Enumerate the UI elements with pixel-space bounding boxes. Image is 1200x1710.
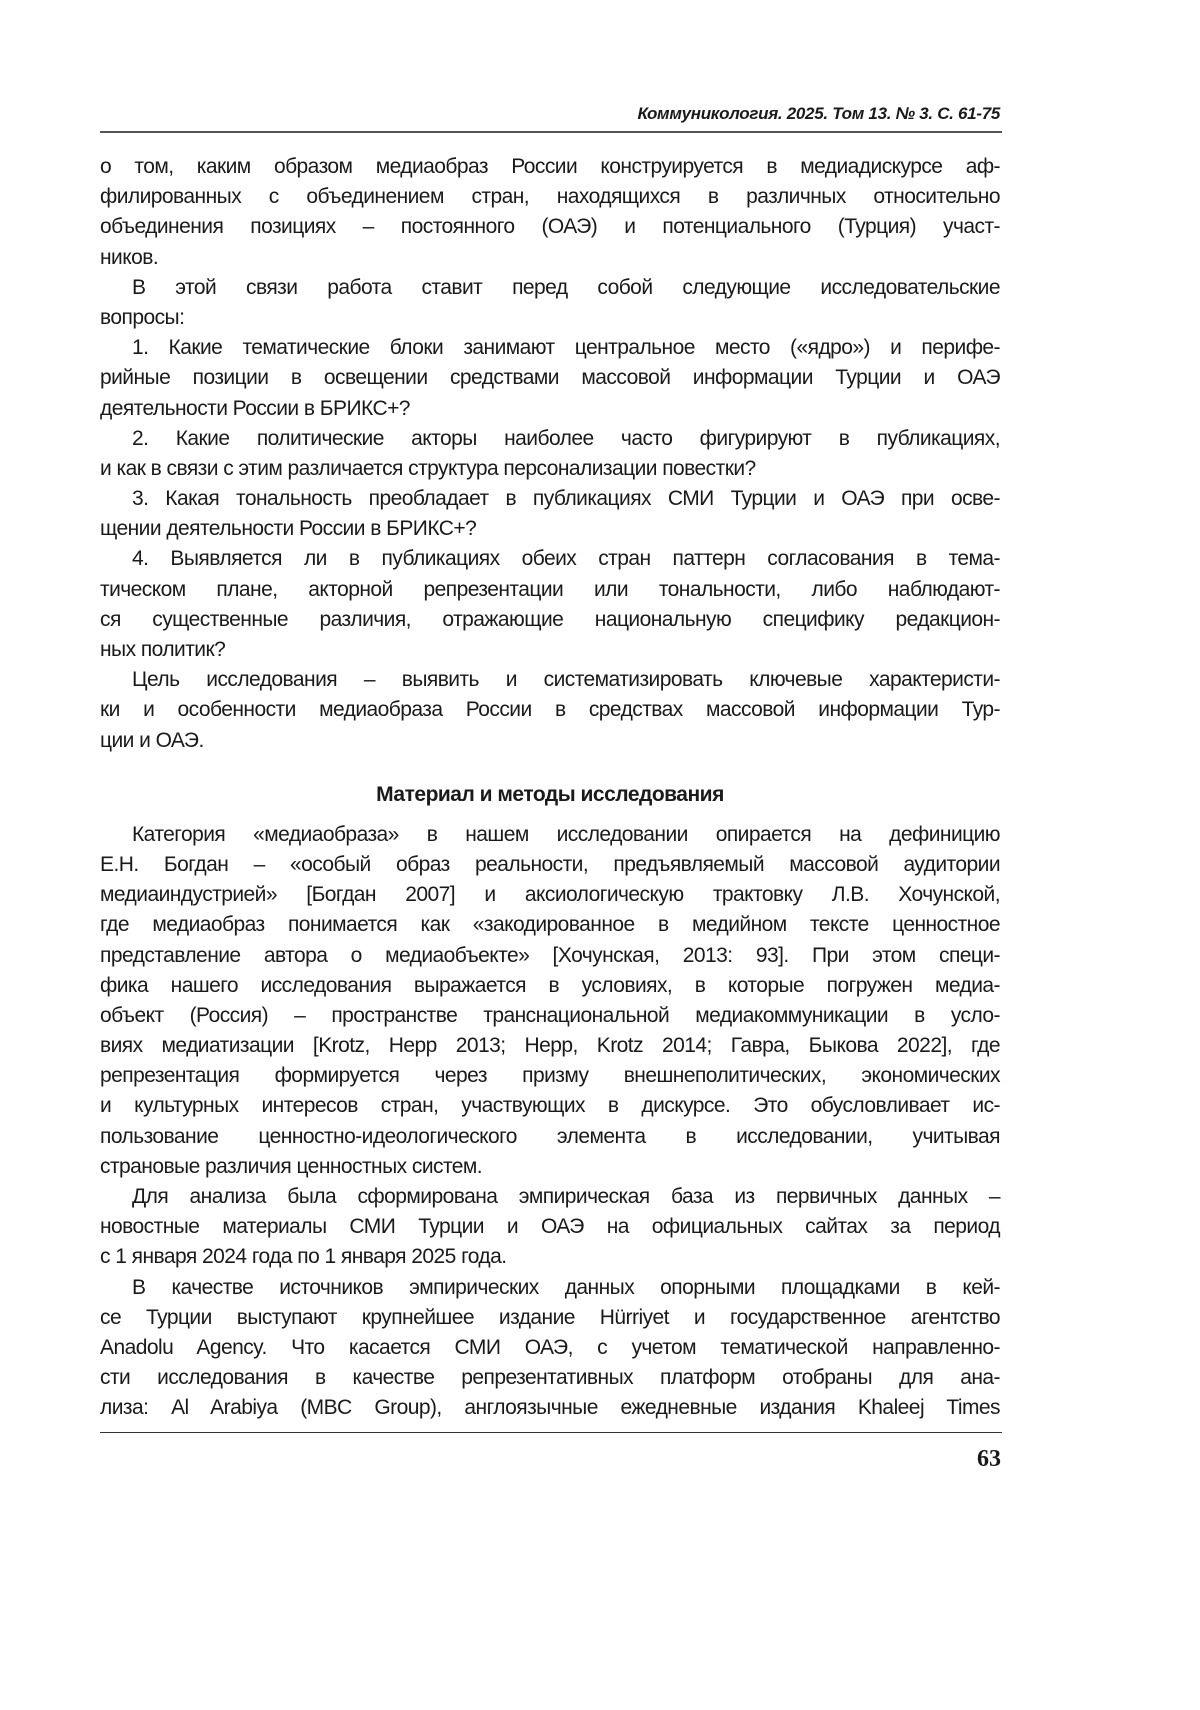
paragraph xyxy=(100,333,1000,424)
paragraph xyxy=(100,820,1000,1182)
text-line: 3. Какая тональность преобладает в публикациях СМИ Турции и ОАЭ при осве- xyxy=(132,487,1000,511)
text-line: Anadolu Agency. Что касается СМИ ОАЭ, с учетом тематической направленно- xyxy=(100,1335,1000,1359)
text-line: с 1 января 2024 года по 1 января 2025 года. xyxy=(100,1245,507,1269)
text-line: деятельности России в БРИКС+? xyxy=(100,396,410,420)
header-rule xyxy=(100,131,1002,133)
paragraphs-after xyxy=(100,820,1000,1424)
text-line: сти исследования в качестве репрезентативных платформ отобраны для ана- xyxy=(100,1366,1000,1390)
text-line: объект (Россия) – пространстве транснациональной медиакоммуникации в усло- xyxy=(100,1003,1000,1027)
paragraph xyxy=(100,1273,1000,1424)
text-line: ся существенные различия, отражающие национальную специфику редакцион- xyxy=(100,607,1000,631)
paragraphs-before xyxy=(100,152,1000,756)
paragraph xyxy=(100,665,1000,756)
text-line: тическом плане, акторной репрезентации или тональности, либо наблюдают- xyxy=(100,577,1000,601)
text-line: рийные позиции в освещении средствами массовой информации Турции и ОАЭ xyxy=(100,366,1000,390)
text-line: щении деятельности России в БРИКС+? xyxy=(100,517,477,541)
text-line: представление автора о медиаобъекте» [Хочунская, 2013: 93]. При этом специ- xyxy=(100,943,1000,967)
text-line: новостные материалы СМИ Турции и ОАЭ на официальных сайтах за период xyxy=(100,1215,1000,1239)
text-line: пользование ценностно-идеологического элемента в исследовании, учитывая xyxy=(100,1124,1000,1148)
text-line: и культурных интересов стран, участвующих в дискурсе. Это обусловливает ис- xyxy=(100,1094,1000,1118)
text-line: филированных с объединением стран, находящихся в различных относительно xyxy=(100,185,1000,209)
text-line: ции и ОАЭ. xyxy=(100,728,204,752)
text-line: Категория «медиаобраза» в нашем исследовании опирается на дефиницию xyxy=(132,822,1000,846)
text-line: Цель исследования – выявить и систематизировать ключевые характеристи- xyxy=(132,668,1000,692)
text-line: ки и особенности медиаобраза России в средствах массовой информации Тур- xyxy=(100,698,1000,722)
text-line: объединения позициях – постоянного (ОАЭ) и потенциального (Турция) участ- xyxy=(100,215,1000,239)
text-line: Е.Н. Богдан – «особый образ реальности, предъявляемый массовой аудитории xyxy=(100,852,1000,876)
text-line: се Турции выступают крупнейшее издание Hürriyet и государственное агентство xyxy=(100,1305,1000,1329)
running-header: Коммуникология. 2025. Том 13. № 3. С. 61-75 xyxy=(637,104,1000,123)
text-line: фика нашего исследования выражается в условиях, в которые погружен медиа- xyxy=(100,973,1000,997)
page-body xyxy=(100,152,1000,1424)
section-heading: Материал и методы исследования xyxy=(376,782,724,806)
text-line: 1. Какие тематические блоки занимают центральное место («ядро») и перифе- xyxy=(132,336,1000,360)
text-line: ников. xyxy=(100,245,159,269)
text-line: о том, каким образом медиаобраз России конструируется в медиадискурсе аф- xyxy=(100,155,1000,178)
paragraph xyxy=(100,424,1000,484)
paragraph xyxy=(100,273,1000,333)
text-line: В качестве источников эмпирических данных опорными площадками в кей- xyxy=(132,1275,1000,1299)
text-line: 2. Какие политические акторы наиболее часто фигурируют в публикациях, xyxy=(132,426,1000,450)
paragraph xyxy=(100,152,1000,273)
paragraph xyxy=(100,1182,1000,1273)
text-line: 4. Выявляется ли в публикациях обеих стран паттерн согласования в тема- xyxy=(132,547,1000,571)
paragraph xyxy=(100,544,1000,665)
text-line: лиза: Al Arabiya (MBC Group), англоязычные ежедневные издания Khaleej Times xyxy=(100,1396,1000,1420)
text-line: В этой связи работа ставит перед собой следующие исследовательские xyxy=(132,275,1000,299)
footer-rule xyxy=(100,1432,1002,1433)
text-line: виях медиатизации [Krotz, Hepp 2013; Hepp, Krotz 2014; Гавра, Быкова 2022], где xyxy=(100,1034,1000,1058)
text-line: страновые различия ценностных систем. xyxy=(100,1154,483,1178)
text-line: Для анализа была сформирована эмпирическая база из первичных данных – xyxy=(132,1185,1000,1208)
text-line: медиаиндустрией» [Богдан 2007] и аксиологическую трактовку Л.В. Хочунской, xyxy=(100,883,1000,907)
paragraph xyxy=(100,484,1000,544)
text-line: и как в связи с этим различается структура персонализации повестки? xyxy=(100,456,756,480)
page-number: 63 xyxy=(977,1446,1001,1472)
text-line: вопросы: xyxy=(100,305,185,329)
text-line: где медиаобраз понимается как «закодированное в медийном тексте ценностное xyxy=(100,913,1000,937)
text-line: репрезентация формируется через призму внешнеполитических, экономических xyxy=(100,1064,1000,1088)
text-line: ных политик? xyxy=(100,638,226,661)
